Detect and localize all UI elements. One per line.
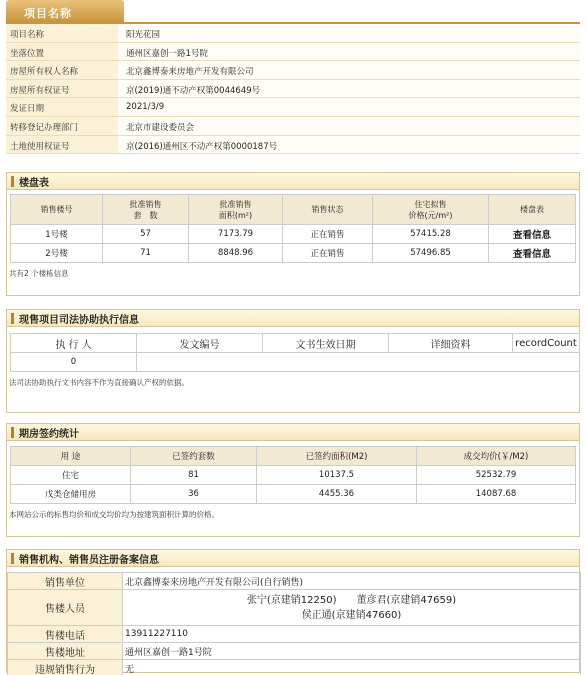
column-header: 详细资料: [389, 334, 513, 353]
info-label: 发证日期: [6, 98, 118, 116]
info-row: [6, 61, 580, 80]
price-cell: 14087.68: [417, 485, 576, 504]
info-value: 阳光花园: [118, 24, 580, 42]
area-cell: 8848.96: [189, 244, 283, 263]
section-marker: [11, 176, 14, 187]
column-header: 销售状态: [283, 195, 373, 225]
column-header: 用 途: [11, 447, 131, 466]
sales-unit-value: 北京鑫博泰来房地产开发有限公司(自行销售): [123, 573, 581, 590]
section-title: 销售机构、销售员注册备案信息: [19, 554, 159, 566]
section-marker: [11, 553, 14, 564]
column-header: 批准销售 套 数: [103, 195, 189, 225]
project-name-tab-label: 项目名称: [24, 7, 72, 20]
units-cell: 71: [103, 244, 189, 263]
column-header: recordCount: [513, 334, 580, 353]
info-label: 坐落位置: [6, 43, 118, 61]
info-value: 2021/3/9: [118, 98, 580, 116]
info-value: 北京市建设委员会: [118, 117, 580, 135]
violation-label: 违规销售行为: [8, 660, 123, 675]
project-name-tab: [6, 0, 124, 22]
section-marker: [11, 427, 14, 438]
table-header-row: [11, 195, 576, 225]
table-header-row: [11, 334, 580, 353]
column-header: 住宅拟售 价格(元/m²): [373, 195, 489, 225]
sales-agency-table: [7, 572, 581, 675]
info-label: 转移登记办理部门: [6, 117, 118, 135]
judicial-assistance-table: [10, 333, 580, 372]
use-cell: 戊类仓储用房: [11, 485, 131, 504]
table-header-row: [11, 447, 576, 466]
sales-agency-section: [6, 549, 580, 673]
building-sales-table: [10, 194, 576, 263]
view-info-cell: [489, 225, 576, 244]
use-cell: 住宅: [11, 466, 131, 485]
column-header: 成交均价(￥/M2): [417, 447, 576, 466]
section-header: [7, 424, 579, 441]
column-header: 文书生效日期: [263, 334, 389, 353]
status-cell: 正在销售: [283, 225, 373, 244]
column-header: 发文编号: [137, 334, 263, 353]
sales-unit-label: 销售单位: [8, 573, 123, 590]
section-title: 楼盘表: [19, 177, 49, 189]
info-row: [6, 43, 580, 62]
info-row: [6, 80, 580, 99]
count-cell: 36: [131, 485, 257, 504]
sales-staff-value: [123, 590, 581, 626]
section-header: [7, 310, 579, 327]
info-row: [6, 136, 580, 155]
column-header: 已签约面积(M2): [257, 447, 417, 466]
sales-phone-value: 13911227110: [123, 626, 581, 643]
info-value: 北京鑫博泰来房地产开发有限公司: [118, 61, 580, 79]
view-info-link[interactable]: 查看信息: [512, 249, 551, 260]
section-header: [7, 173, 579, 190]
info-label: 土地使用权证号: [6, 136, 118, 154]
building-count-note: 共有2 个楼栋信息: [9, 269, 69, 278]
presale-stats-table: [10, 446, 576, 504]
project-info-grid: [6, 24, 580, 154]
units-cell: 57: [103, 225, 189, 244]
column-header: 已签约套数: [131, 447, 257, 466]
table-row: [11, 466, 576, 485]
column-header: 批准销售 面积(m²): [189, 195, 283, 225]
section-marker: [11, 313, 14, 324]
sales-staff-label: 售楼人员: [8, 590, 123, 626]
table-row: [11, 244, 576, 263]
info-row: [6, 117, 580, 136]
info-value: 通州区嘉创一路1号院: [118, 43, 580, 61]
sales-staff-line: 侯正通(京建销47660): [301, 609, 402, 621]
sales-address-label: 售楼地址: [8, 643, 123, 660]
status-cell: 正在销售: [283, 244, 373, 263]
price-disclaimer: 本网站公示的标售均价和成交均价均为按建筑面积计算的价格。: [9, 510, 219, 519]
table-row: [11, 353, 580, 372]
column-header: 执 行 人: [11, 334, 137, 353]
section-title: 期房签约统计: [19, 428, 79, 440]
sales-phone-label: 售楼电话: [8, 626, 123, 643]
table-row: [11, 225, 576, 244]
info-value: 京(2016)通州区不动产权第0000187号: [118, 136, 580, 154]
price-cell: 57415.28: [373, 225, 489, 244]
info-label: 房屋所有权人名称: [6, 61, 118, 79]
view-info-cell: [489, 244, 576, 263]
section-title: 现售项目司法协助执行信息: [19, 314, 139, 326]
executor-cell: 0: [11, 353, 137, 372]
table-row: [11, 485, 576, 504]
info-value: 京(2019)通不动产权第0044649号: [118, 80, 580, 98]
building-sales-section: [6, 172, 580, 296]
judicial-assistance-section: [6, 309, 580, 413]
presale-stats-section: [6, 423, 580, 537]
price-cell: 57496.85: [373, 244, 489, 263]
price-cell: 52532.79: [417, 466, 576, 485]
table-row: [8, 573, 581, 590]
info-row: [6, 98, 580, 117]
empty-cell: [137, 353, 580, 372]
view-info-link[interactable]: 查看信息: [512, 230, 551, 241]
sales-staff-line: 张宁(京建销12250) 董彦君(京建销47659): [246, 594, 457, 606]
area-cell: 10137.5: [257, 466, 417, 485]
info-row: [6, 24, 580, 43]
column-header: 销售楼号: [11, 195, 103, 225]
info-label: 项目名称: [6, 24, 118, 42]
building-cell: 2号楼: [11, 244, 103, 263]
count-cell: 81: [131, 466, 257, 485]
building-cell: 1号楼: [11, 225, 103, 244]
table-row: [8, 590, 581, 626]
table-row: [8, 660, 581, 675]
violation-value: 无: [123, 660, 581, 675]
area-cell: 7173.79: [189, 225, 283, 244]
sales-address-value: 通州区嘉创一路1号院: [123, 643, 581, 660]
table-row: [8, 626, 581, 643]
table-row: [8, 643, 581, 660]
judicial-disclaimer: 法司法协助执行文书内容不作为直接确认产权的依据。: [9, 378, 189, 387]
section-header: [7, 550, 579, 567]
info-label: 房屋所有权证号: [6, 80, 118, 98]
area-cell: 4455.36: [257, 485, 417, 504]
column-header: 楼盘表: [489, 195, 576, 225]
